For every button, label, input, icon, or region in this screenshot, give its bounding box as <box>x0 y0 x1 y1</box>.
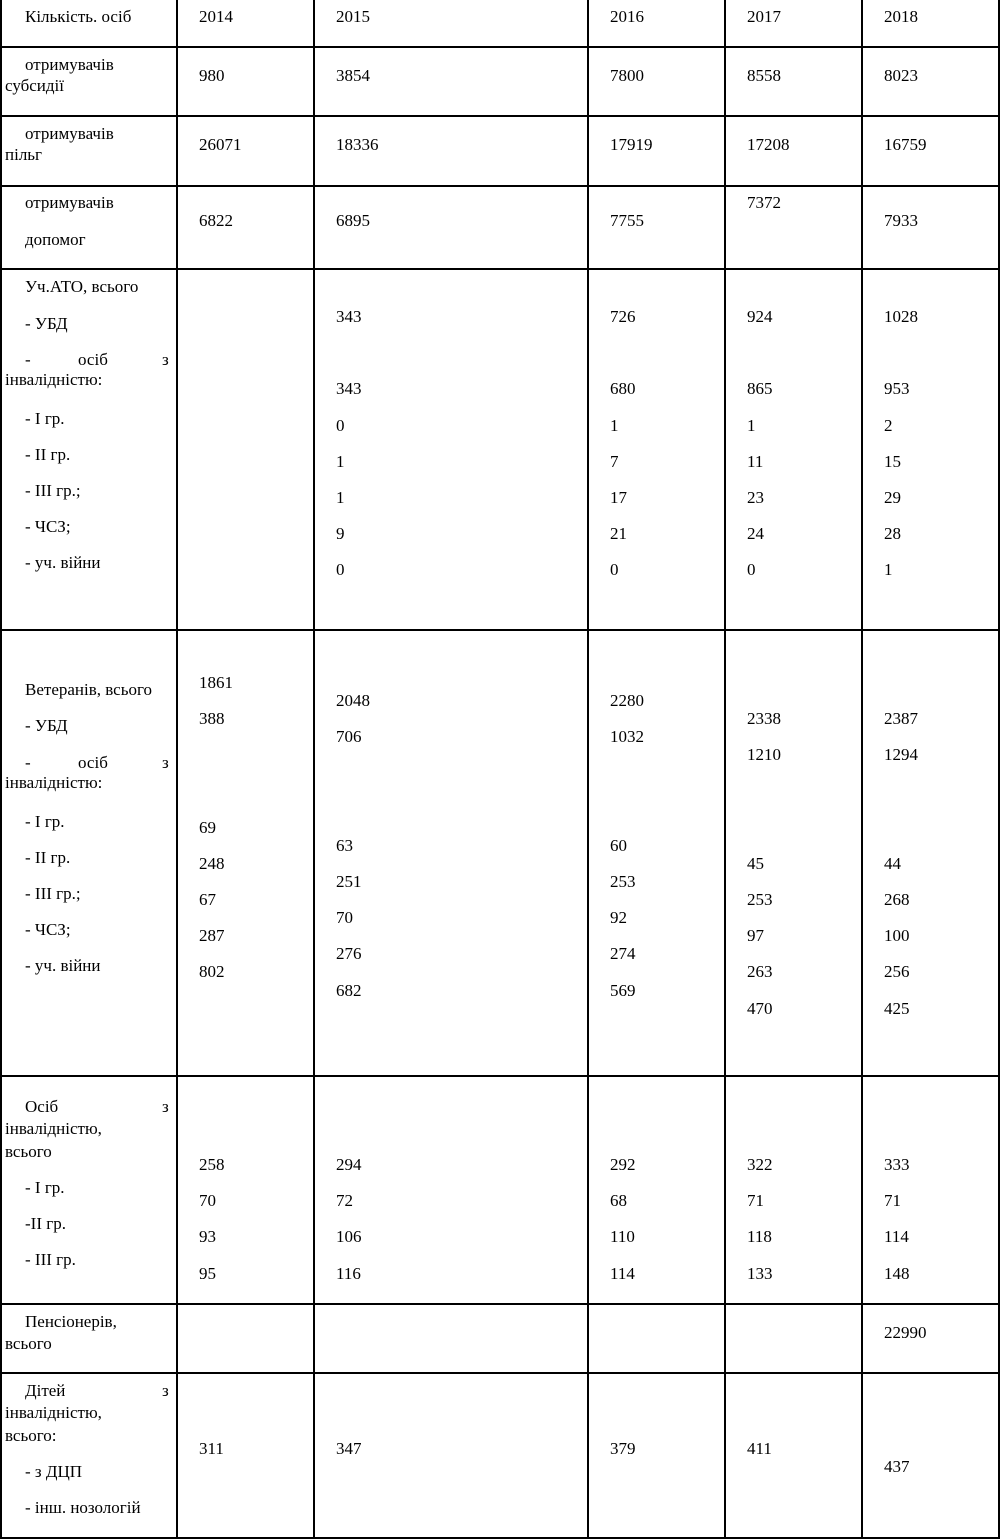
table-cell: 1 <box>336 452 345 471</box>
row-label: - ІІІ гр.; <box>25 481 81 500</box>
table-cell: 6895 <box>336 211 370 230</box>
row-label: Ветеранів, всього <box>25 680 153 699</box>
row-label: - ІІ гр. <box>25 445 71 464</box>
table-cell: 437 <box>884 1457 910 1476</box>
table-cell: 1861 <box>199 673 233 692</box>
table-cell: 17919 <box>610 135 653 154</box>
table-cell: 294 <box>336 1155 362 1174</box>
row-label: допомог <box>25 230 86 249</box>
table-border-left <box>0 0 2 1539</box>
row-label: - УБД <box>25 716 68 735</box>
row-label: з <box>162 1381 169 1400</box>
table-cell: 44 <box>884 854 901 873</box>
table-cell: 258 <box>199 1155 225 1174</box>
table-cell: 93 <box>199 1227 216 1246</box>
row-label: Осіб <box>25 1097 59 1116</box>
year-header: 2016 <box>610 7 644 26</box>
table-cell: 1 <box>747 416 756 435</box>
table-cell: 1294 <box>884 745 918 764</box>
row-label: - УБД <box>25 314 68 333</box>
table-cell: 7933 <box>884 211 918 230</box>
table-cell: 1028 <box>884 307 918 326</box>
row-divider <box>0 1372 1000 1374</box>
row-divider <box>0 268 1000 270</box>
table-cell: 67 <box>199 890 216 909</box>
table-cell: 802 <box>199 962 225 981</box>
table-cell: 97 <box>747 926 764 945</box>
column-divider <box>587 0 589 1539</box>
row-label: - ІІІ гр. <box>25 1250 76 1269</box>
table-cell: 21 <box>610 524 627 543</box>
column-divider <box>724 0 726 1539</box>
row-label: інвалідністю: <box>5 370 103 389</box>
row-label: - ЧСЗ; <box>25 517 71 536</box>
row-divider <box>0 1303 1000 1305</box>
row-label: - ІІІ гр.; <box>25 884 81 903</box>
table-cell: 11 <box>747 452 764 471</box>
table-cell: 425 <box>884 999 910 1018</box>
table-cell: 0 <box>747 560 756 579</box>
table-cell: 411 <box>747 1439 772 1458</box>
table-cell: 118 <box>747 1227 772 1246</box>
table-cell: 470 <box>747 999 773 1018</box>
year-header: 2014 <box>199 7 233 26</box>
table-cell: 70 <box>336 908 353 927</box>
table-cell: 26071 <box>199 135 242 154</box>
row-label: - інш. нозологій <box>25 1498 141 1517</box>
table-cell: 29 <box>884 488 901 507</box>
table-cell: 253 <box>747 890 773 909</box>
row-label: інвалідністю, <box>5 1403 102 1422</box>
table-cell: 980 <box>199 66 225 85</box>
table-cell: 2048 <box>336 691 370 710</box>
row-label: Пенсіонерів, <box>25 1312 117 1331</box>
row-label: з <box>162 753 169 772</box>
header-label: Кількість. осіб <box>25 7 132 26</box>
table-cell: 274 <box>610 944 636 963</box>
table-cell: 0 <box>610 560 619 579</box>
table-cell: 17 <box>610 488 627 507</box>
row-label: з <box>162 1097 169 1116</box>
table-cell: 2280 <box>610 691 644 710</box>
table-cell: 110 <box>610 1227 635 1246</box>
table-cell: 8023 <box>884 66 918 85</box>
row-divider <box>0 115 1000 117</box>
table-cell: 70 <box>199 1191 216 1210</box>
table-cell: 343 <box>336 379 362 398</box>
table-cell: 1210 <box>747 745 781 764</box>
table-cell: 251 <box>336 872 362 891</box>
table-cell: 100 <box>884 926 910 945</box>
table-cell: 114 <box>610 1264 635 1283</box>
table-cell: 23 <box>747 488 764 507</box>
table-cell: 276 <box>336 944 362 963</box>
table-cell: 18336 <box>336 135 379 154</box>
table-cell: 292 <box>610 1155 636 1174</box>
table-cell: 2338 <box>747 709 781 728</box>
table-cell: 7800 <box>610 66 644 85</box>
row-label: - уч. війни <box>25 553 101 572</box>
table-cell: 388 <box>199 709 225 728</box>
row-label: - І гр. <box>25 1178 65 1197</box>
table-cell: 924 <box>747 307 773 326</box>
table-cell: 22990 <box>884 1323 927 1342</box>
row-label: отримувачів <box>25 55 114 74</box>
row-label: осіб <box>78 753 108 772</box>
column-divider <box>861 0 863 1539</box>
table-cell: 953 <box>884 379 910 398</box>
table-cell: 287 <box>199 926 225 945</box>
row-label: Уч.АТО, всього <box>25 277 139 296</box>
table-cell: 865 <box>747 379 773 398</box>
table-cell: 71 <box>747 1191 764 1210</box>
row-label: інвалідністю: <box>5 773 103 792</box>
table-cell: 148 <box>884 1264 910 1283</box>
table-cell: 569 <box>610 981 636 1000</box>
table-cell: 95 <box>199 1264 216 1283</box>
row-label: -ІІ гр. <box>25 1214 66 1233</box>
table-cell: 116 <box>336 1264 361 1283</box>
table-cell: 726 <box>610 307 636 326</box>
table-cell: 333 <box>884 1155 910 1174</box>
table-cell: 1 <box>336 488 345 507</box>
row-label: - І гр. <box>25 812 65 831</box>
table-cell: 680 <box>610 379 636 398</box>
table-cell: 256 <box>884 962 910 981</box>
year-header: 2017 <box>747 7 781 26</box>
row-label: інвалідністю, <box>5 1119 102 1138</box>
row-label: - ЧСЗ; <box>25 920 71 939</box>
row-label: субсидії <box>5 76 64 95</box>
table-cell: 1 <box>884 560 893 579</box>
row-divider <box>0 185 1000 187</box>
table-cell: 379 <box>610 1439 636 1458</box>
row-label: - І гр. <box>25 409 65 428</box>
table-cell: 45 <box>747 854 764 873</box>
table-cell: 114 <box>884 1227 909 1246</box>
table-cell: 15 <box>884 452 901 471</box>
row-label: всього <box>5 1334 52 1353</box>
row-divider <box>0 46 1000 48</box>
table-cell: 2387 <box>884 709 918 728</box>
table-cell: 7755 <box>610 211 644 230</box>
row-label: отримувачів <box>25 124 114 143</box>
table-cell: 1032 <box>610 727 644 746</box>
table-cell: 7 <box>610 452 619 471</box>
table-cell: 24 <box>747 524 764 543</box>
table-cell: 311 <box>199 1439 224 1458</box>
table-cell: 60 <box>610 836 627 855</box>
row-label: - з ДЦП <box>25 1462 83 1481</box>
row-label: - <box>25 753 31 772</box>
table-cell: 6822 <box>199 211 233 230</box>
row-label: - ІІ гр. <box>25 848 71 867</box>
year-header: 2018 <box>884 7 918 26</box>
row-label: пільг <box>5 145 43 164</box>
row-label: всього: <box>5 1426 57 1445</box>
row-divider <box>0 1075 1000 1077</box>
table-cell: 16759 <box>884 135 927 154</box>
table-cell: 28 <box>884 524 901 543</box>
table-cell: 322 <box>747 1155 773 1174</box>
table-cell: 706 <box>336 727 362 746</box>
row-label: всього <box>5 1142 52 1161</box>
year-header: 2015 <box>336 7 370 26</box>
table-cell: 92 <box>610 908 627 927</box>
row-label: Дітей <box>25 1381 66 1400</box>
table-cell: 0 <box>336 560 345 579</box>
table-cell: 71 <box>884 1191 901 1210</box>
table-cell: 7372 <box>747 193 781 212</box>
row-label: отримувачів <box>25 193 114 212</box>
table-cell: 347 <box>336 1439 362 1458</box>
table-cell: 3854 <box>336 66 370 85</box>
column-divider <box>176 0 178 1539</box>
table-cell: 17208 <box>747 135 790 154</box>
table-cell: 268 <box>884 890 910 909</box>
table-cell: 72 <box>336 1191 353 1210</box>
table-cell: 2 <box>884 416 893 435</box>
table-cell: 8558 <box>747 66 781 85</box>
table-cell: 343 <box>336 307 362 326</box>
column-divider <box>313 0 315 1539</box>
table-cell: 0 <box>336 416 345 435</box>
table-cell: 106 <box>336 1227 362 1246</box>
row-label: осіб <box>78 350 108 369</box>
table-cell: 9 <box>336 524 345 543</box>
row-label: - уч. війни <box>25 956 101 975</box>
table-cell: 248 <box>199 854 225 873</box>
row-label: - <box>25 350 31 369</box>
table-cell: 263 <box>747 962 773 981</box>
row-label: з <box>162 350 169 369</box>
table-cell: 63 <box>336 836 353 855</box>
table-cell: 69 <box>199 818 216 837</box>
table-cell: 1 <box>610 416 619 435</box>
table-cell: 253 <box>610 872 636 891</box>
row-divider <box>0 629 1000 631</box>
table-cell: 682 <box>336 981 362 1000</box>
table-cell: 133 <box>747 1264 773 1283</box>
table-cell: 68 <box>610 1191 627 1210</box>
